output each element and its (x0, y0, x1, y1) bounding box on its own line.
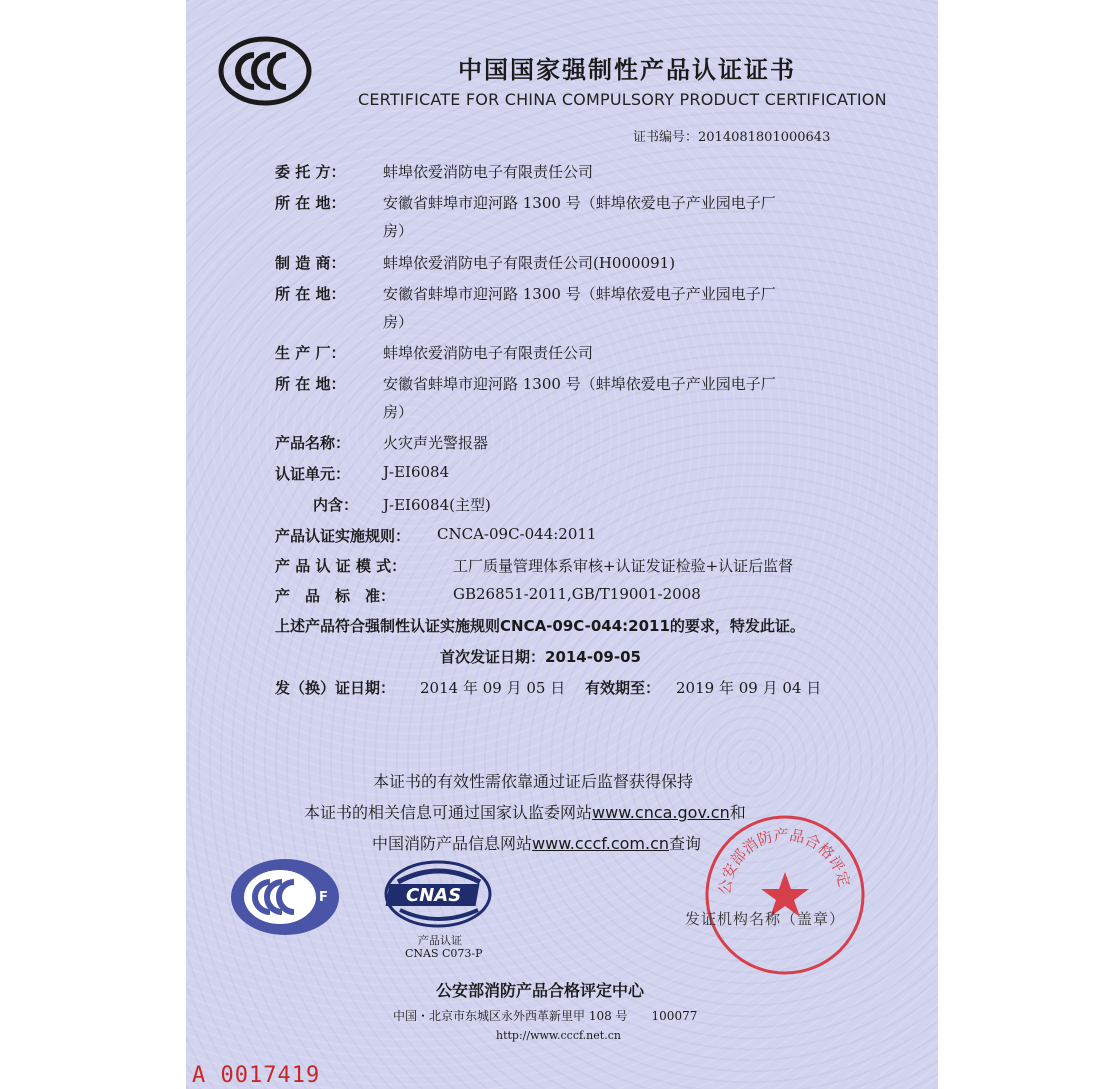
svg-text:公安部消防产品合格评定中心 (700, 810, 854, 896)
factory-value: 蚌埠依爱消防电子有限责任公司 (383, 344, 594, 362)
ccc-f-mark: F (319, 890, 328, 905)
title-en: CERTIFICATE FOR CHINA COMPULSORY PRODUCT CERTIFICATION (358, 90, 887, 109)
issuer-stamp-label: 发证机构名称（盖章） (685, 910, 846, 928)
client-label: 委 托 方： (275, 163, 346, 181)
manufacturer-address-line2: 房） (383, 313, 414, 331)
issue-date-label: 发（换）证日期： (275, 679, 396, 697)
organization-website[interactable]: http://www.cccf.net.cn (496, 1029, 621, 1042)
cnas-caption: 产品认证 (418, 934, 462, 947)
cccf-note-suffix: 查询 (669, 834, 702, 853)
ccc-f-badge-icon (230, 858, 340, 940)
cert-unit-value: J-EI6084 (383, 463, 450, 481)
statement: 上述产品符合强制性认证实施规则CNCA-09C-044:2011的要求，特发此证。 (275, 617, 805, 635)
client-address-line1: 安徽省蚌埠市迎河路 1300 号（蚌埠依爱电子产业园电子厂 (383, 194, 776, 212)
cert-unit-label: 认证单元： (275, 465, 351, 483)
certificate-number: 证书编号：2014081801000643 (633, 130, 831, 145)
cccf-note (372, 831, 701, 854)
cccf-link[interactable]: www.cccf.com.cn (532, 834, 670, 853)
cnas-logo-text: CNAS (406, 885, 462, 906)
seal-arc-text: 公安部消防产品合格评定 (715, 825, 854, 896)
serial-number: A 0017419 (192, 1063, 321, 1088)
product-name-value: 火灾声光警报器 (383, 434, 489, 452)
cnas-logo-icon (380, 858, 500, 934)
factory-label: 生 产 厂： (275, 344, 346, 362)
client-address-label: 所 在 地： (275, 194, 346, 212)
valid-until-label: 有效期至： (585, 679, 661, 697)
ccc-logo-icon (218, 36, 312, 110)
factory-address-line2: 房） (383, 403, 414, 421)
official-seal-icon (700, 810, 870, 984)
cert-mode-label: 产 品 认 证 模 式： (275, 557, 407, 575)
manufacturer-address-line1: 安徽省蚌埠市迎河路 1300 号（蚌埠依爱电子产业园电子厂 (383, 285, 776, 303)
title-cn: 中国国家强制性产品认证证书 (458, 56, 796, 84)
client-address-line2: 房） (383, 222, 414, 240)
standard-value: GB26851-2011,GB/T19001-2008 (453, 585, 701, 603)
issue-date-value: 2014 年 09 月 05 日 (420, 679, 566, 697)
contains-label: 内含： (313, 496, 359, 514)
factory-address-label: 所 在 地： (275, 375, 346, 393)
cnca-link[interactable]: www.cnca.gov.cn (592, 803, 730, 822)
cccf-note-text: 中国消防产品信息网站 (372, 834, 533, 853)
validity-note: 本证书的有效性需依靠通过证后监督获得保持 (373, 772, 694, 791)
client-value: 蚌埠依爱消防电子有限责任公司 (383, 163, 594, 181)
organization-address: 中国・北京市东城区永外西革新里甲 108 号 100077 (393, 1009, 698, 1023)
issuing-organization: 公安部消防产品合格评定中心 (436, 981, 645, 1000)
manufacturer-value: 蚌埠依爱消防电子有限责任公司(H000091) (383, 254, 676, 272)
factory-address-line1: 安徽省蚌埠市迎河路 1300 号（蚌埠依爱电子产业园电子厂 (383, 375, 776, 393)
contains-value: J-EI6084(主型) (383, 496, 491, 514)
cnca-note-suffix: 和 (729, 803, 746, 822)
impl-rule-label: 产品认证实施规则： (275, 527, 411, 545)
manufacturer-address-label: 所 在 地： (275, 285, 346, 303)
cnas-code: CNAS C073-P (405, 947, 483, 960)
cert-mode-value: 工厂质量管理体系审核+认证发证检验+认证后监督 (453, 557, 794, 575)
cnca-note (304, 800, 746, 823)
manufacturer-label: 制 造 商： (275, 254, 346, 272)
first-issue-date: 首次发证日期：2014-09-05 (440, 648, 641, 666)
cnca-note-text: 本证书的相关信息可通过国家认监委网站 (304, 803, 593, 822)
standard-label: 产 品 标 准： (275, 587, 396, 605)
impl-rule-value: CNCA-09C-044:2011 (437, 525, 597, 543)
product-name-label: 产品名称： (275, 434, 351, 452)
valid-until-value: 2019 年 09 月 04 日 (676, 679, 822, 697)
